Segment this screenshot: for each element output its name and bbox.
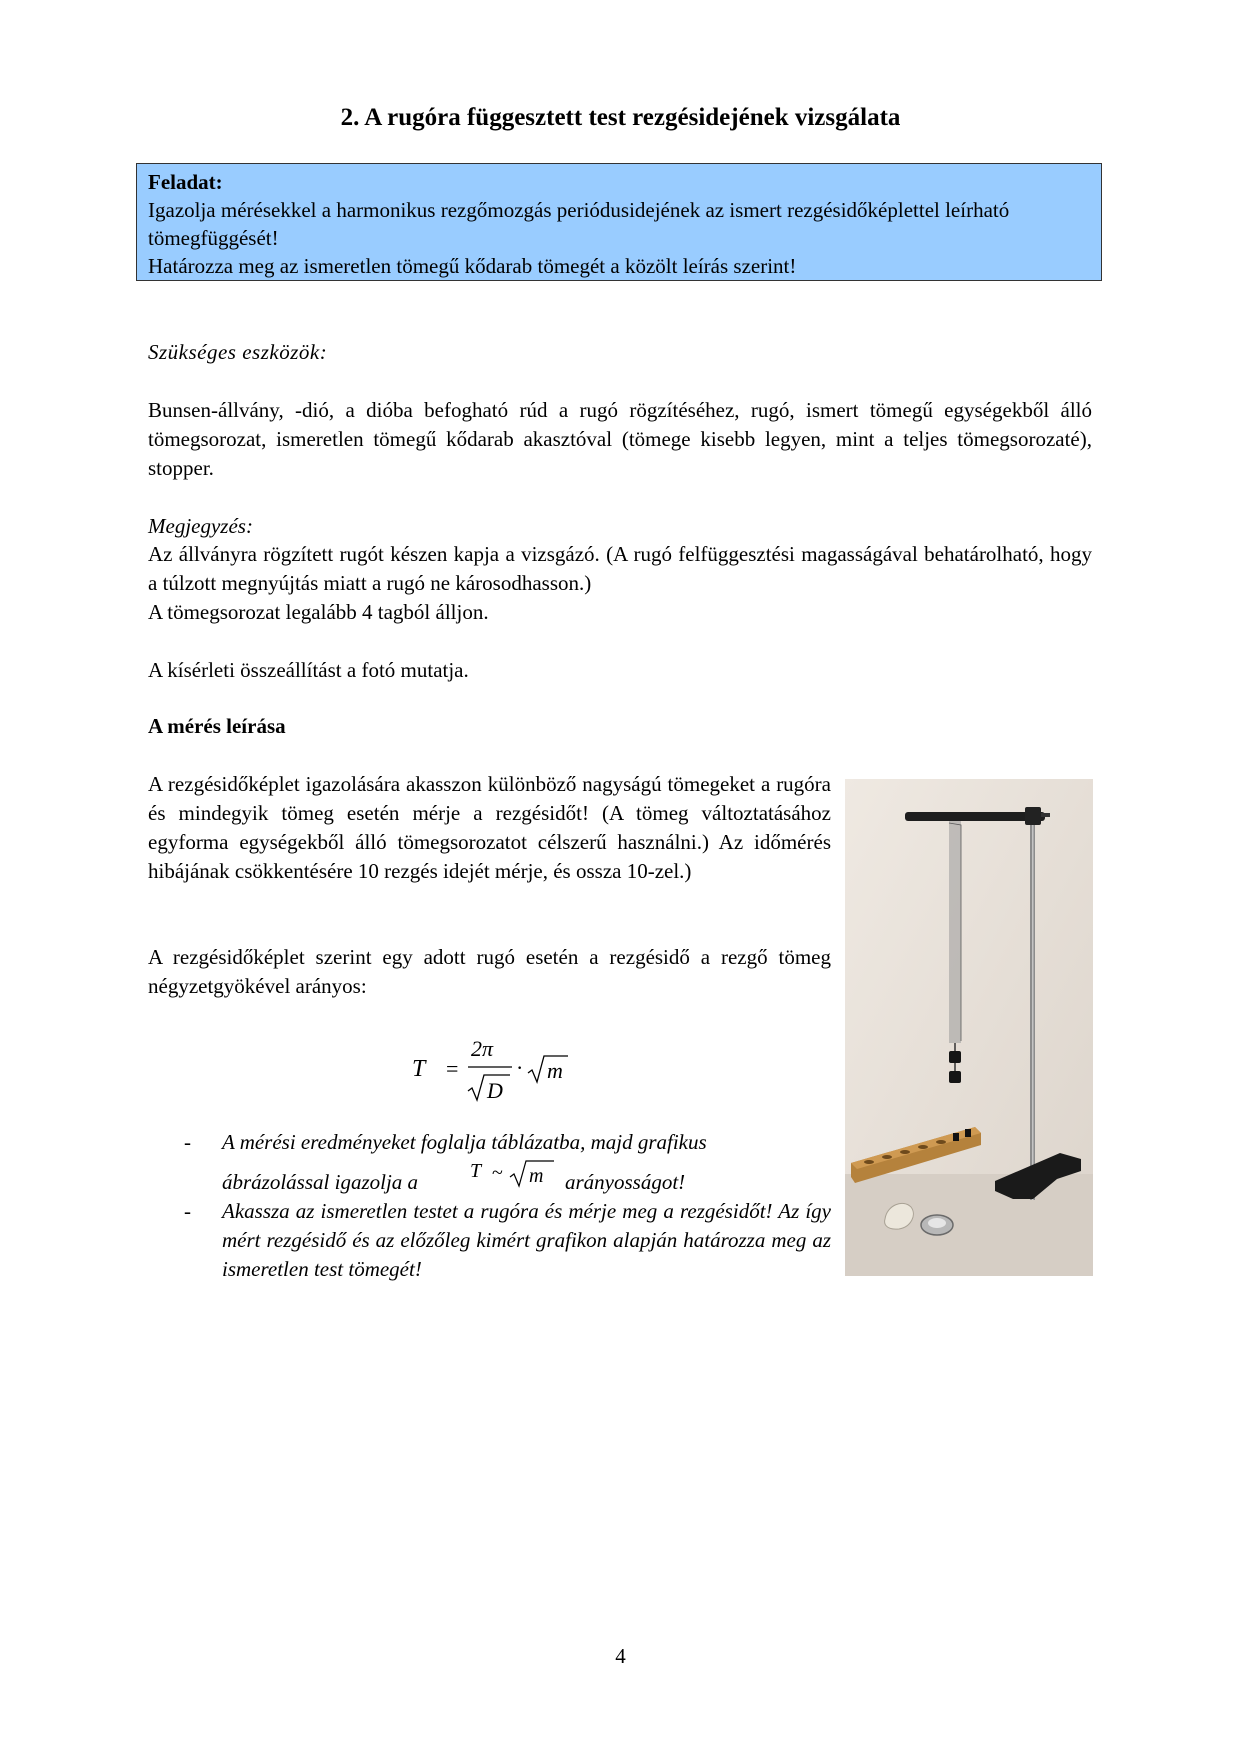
formula-lhs: T [412, 1056, 426, 1082]
table-surface [845, 1174, 1093, 1276]
task-line-2: Határozza meg az ismeretlen tömegű kődarab tömegét a közölt leírás szerint! [148, 254, 797, 278]
formula-numerator: 2π [471, 1036, 494, 1061]
experiment-photo [845, 779, 1093, 1276]
horizontal-bar [905, 812, 1045, 821]
prop-sim: ~ [492, 1162, 503, 1184]
measurement-paragraph-1: A rezgésidőképlet igazolására akasszon különböző nagyságú tömegeket a rugóra és mindegyik tömeg esetén mérje a rezgésidőt! (A tömeg változtatásához egyforma egységekből álló tömegsorozatot célszerű használni.) Az időmérés hibájának csökkentésére 10 rezgés idejét mérje, és ossza 10-zel.) [148, 772, 831, 883]
setup-text: A kísérleti összeállítást a fotó mutatja. [148, 658, 469, 682]
note-line-1: Az állványra rögzített rugót készen kapja a vizsgázó. (A rugó felfüggesztési magasságával behatárolható, hogy a túlzott megnyújtás miatt a rugó ne károsodhasson.) [148, 542, 1092, 595]
formula-rhs: m [547, 1058, 563, 1083]
bullet-1-text-mid: ábrázolással igazolja a [222, 1170, 419, 1194]
proportionality-formula [466, 1155, 562, 1191]
note-text [148, 540, 1092, 627]
hanging-weight-1 [949, 1051, 961, 1063]
measurement-paragraph-2: A rezgésidőképlet szerint egy adott rugó esetén a rezgésidő a rezgő tömeg négyzetgyökével arányos: [148, 945, 831, 998]
prop-lhs: T [470, 1160, 482, 1182]
formula-equals: = [446, 1056, 459, 1081]
task-box [136, 163, 1102, 281]
tools-text: Bunsen-állvány, -dió, a dióba befogható rúd a rugó rögzítéséhez, rugó, ismert tömegű egységekből álló tömegsorozat, ismeretlen tömegű kődarab akasztóval (tömege kisebb legyen, mint a teljes tömegsorozaté), stopper. [148, 398, 1092, 480]
bullet-1-text: A mérési eredményeket foglalja táblázatba, majd grafikus [222, 1130, 707, 1154]
bullet-2-dash: - [184, 1199, 191, 1223]
note-heading: Megjegyzés: [148, 514, 253, 538]
formula-denominator: D [487, 1078, 503, 1103]
page-number: 4 [615, 1644, 626, 1668]
boss-clamp [1025, 807, 1041, 825]
section-heading: A mérés leírása [148, 714, 286, 738]
tools-heading: Szükséges eszközök: [148, 340, 328, 364]
formula-dot: · [516, 1055, 524, 1080]
prop-rhs: m [529, 1165, 544, 1187]
task-heading: Feladat: [148, 170, 223, 194]
page-title: 2. A rugóra függesztett test rezgésidejének vizsgálata [340, 104, 901, 131]
bullet-1-text-end: arányosságot! [565, 1170, 686, 1194]
task-line-1: Igazolja mérésekkel a harmonikus rezgőmozgás periódusidejének az ismert rezgésidőképlettel leírható tömegfüggését! [148, 198, 1010, 250]
bullet-1-dash: - [184, 1130, 191, 1154]
hanging-weight-2 [949, 1071, 961, 1083]
bullet-2-text: Akassza az ismeretlen testet a rugóra és mérje meg a rezgésidőt! Az így mért rezgésidő és az előzőleg kimért grafikon alapján határozza meg az ismeretlen test tömegét! [222, 1199, 831, 1281]
note-line-2: A tömegsorozat legalább 4 tagból álljon. [148, 600, 489, 624]
period-formula [410, 1028, 600, 1108]
spring [949, 821, 961, 1043]
